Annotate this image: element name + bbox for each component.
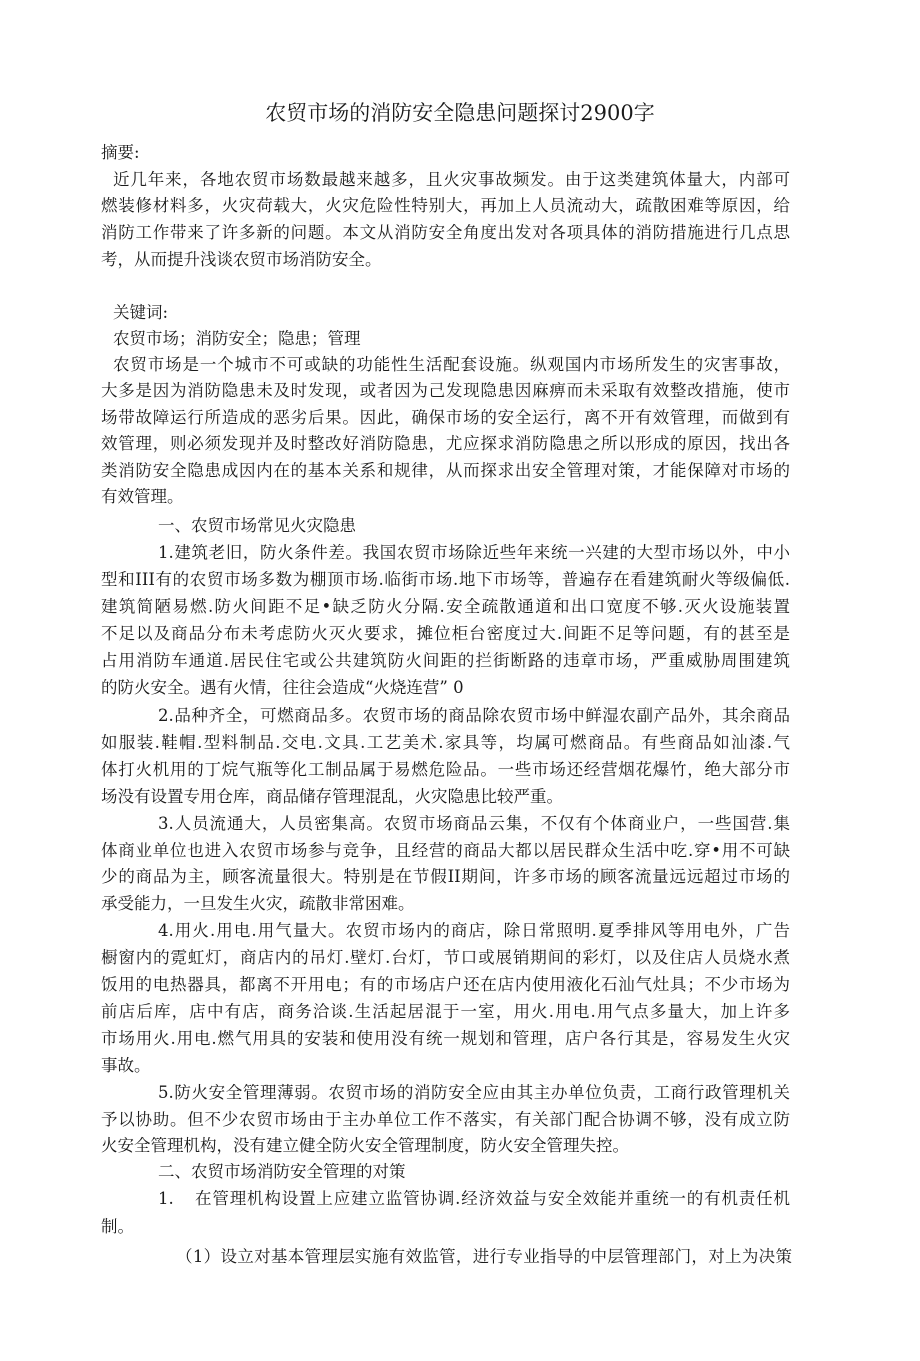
document-title: 农贸市场的消防安全隐患问题探讨2900字 (265, 101, 655, 125)
paragraph-line: 体商业单位也进入农贸市场参与竞争，且经营的商品大都以居民群众生活中吃.穿•用不可缺 (101, 841, 790, 860)
keywords-label: 关键词: (113, 303, 169, 322)
abstract-label: 摘要: (101, 143, 140, 162)
paragraph-line: 有效管理。 (101, 487, 184, 506)
paragraph-line: 少的商品为主，顾客流量很大。特别是在节假II期间，许多市场的顾客流量远远超过市场的 (101, 867, 790, 886)
paragraph-line: 大多是因为消防隐患未及时发现，或者因为己发现隐患因麻痹而未采取有效整改措施，使市 (101, 381, 790, 400)
paragraph-line: 在管理机构设置上应建立监管协调.经济效益与安全效能并重统一的有机责任机 (195, 1189, 790, 1208)
abstract-line: 燃装修材料多，火灾荷载大，火灾危险性特别大，再加上人员流动大，疏散困难等原因，给 (101, 196, 790, 215)
abstract-line: 近几年来，各地农贸市场数最越来越多，且火灾事故频发。由于这类建筑体量大，内部可 (113, 170, 790, 189)
paragraph-line: 农贸市场是一个城市不可或缺的功能性生活配套设施。纵观国内市场所发生的灾害事故， (113, 355, 790, 374)
paragraph-line: 予以协助。但不少农贸市场由于主办单位工作不落实，有关部门配合协调不够，没有成立防 (101, 1110, 790, 1129)
paragraph-line: （1）设立对基本管理层实施有效监管，进行专业指导的中层管理部门，对上为决策 (176, 1247, 792, 1266)
paragraph-line: 市场用火.用电.燃气用具的安装和使用没有统一规划和管理，店户各行其是，容易发生火灾 (101, 1029, 790, 1048)
section-heading: 一、农贸市场常见火灾隐患 (158, 516, 356, 535)
paragraph-line: 1.建筑老旧，防火条件差。我国农贸市场除近些年来统一兴建的大型市场以外，中小 (158, 543, 790, 562)
paragraph-line: 类消防安全隐患成因内在的基本关系和规律，从而探求出安全管理对策，才能保障对市场的 (101, 461, 790, 480)
paragraph-line: 场没有设置专用仓库，商品储存管理混乱，火灾隐患比较严重。 (101, 787, 563, 806)
paragraph-line: 体打火机用的丁烷气瓶等化工制品属于易燃危险品。一些市场还经营烟花爆竹，绝大部分市 (101, 760, 790, 779)
paragraph-line: 建筑简陋易燃.防火间距不足•缺乏防火分隔.安全疏散通道和出口宽度不够.灭火设施装置 (101, 597, 790, 616)
keywords-value: 农贸市场；消防安全；隐患；管理 (113, 329, 361, 348)
paragraph-line: 前店后库，店中有店，商务洽谈.生活起居混于一室，用火.用电.用气点多量大，加上许多 (101, 1002, 790, 1021)
abstract-line: 消防工作带来了许多新的问题。本文从消防安全角度出发对各项具体的消防措施进行几点思 (101, 223, 790, 242)
paragraph-line: 如服装.鞋帽.型料制品.交电.文具.工艺美术.家具等，均属可燃商品。有些商品如汕漆.气 (101, 733, 790, 752)
paragraph-line: 事故。 (101, 1056, 151, 1075)
paragraph-line: 不足以及商品分布未考虑防火灭火要求，摊位柜台密度过大.间距不足等问题，有的甚至是 (101, 624, 790, 643)
paragraph-line: 5.防火安全管理薄弱。农贸市场的消防安全应由其主办单位负责，工商行政管理机关 (158, 1083, 790, 1102)
paragraph-line: 制。 (101, 1217, 134, 1236)
paragraph-line: 火安全管理机构，没有建立健全防火安全管理制度，防火安全管理失控。 (101, 1136, 629, 1155)
paragraph-line: 场带故障运行所造成的恶劣后果。因此，确保市场的安全运行，离不开有效管理，而做到有 (101, 408, 790, 427)
paragraph-line: 型和III有的农贸市场多数为棚顶市场.临街市场.地下市场等，普遍存在看建筑耐火等级偏低. (101, 570, 790, 589)
paragraph-line: 3.人员流通大，人员密集高。农贸市场商品云集，不仅有个体商业户，一些国营.集 (158, 814, 790, 833)
paragraph-line: 饭用的电热器具，都离不开用电；有的市场店户还在店内使用液化石汕气灶具；不少市场为 (101, 975, 790, 994)
section-heading: 二、农贸市场消防安全管理的对策 (158, 1162, 406, 1181)
paragraph-line: 2.品种齐全，可燃商品多。农贸市场的商品除农贸市场中鲜湿农副产品外，其余商品 (158, 706, 790, 725)
paragraph-line: 4.用火.用电.用气量大。农贸市场内的商店，除日常照明.夏季排风等用电外，广告 (158, 921, 790, 940)
item-number: 1. (158, 1189, 174, 1208)
paragraph-line: 的防火安全。遇有火情，往往会造成“火烧连营” 0 (101, 678, 464, 697)
abstract-line: 考，从而提升浅谈农贸市场消防安全。 (101, 250, 382, 269)
paragraph-line: 效管理，则必须发现并及时整改好消防隐患，尤应探求消防隐患之所以形成的原因，找出各 (101, 434, 790, 453)
paragraph-line: 占用消防车通道.居民住宅或公共建筑防火间距的拦街断路的违章市场，严重威胁周围建筑 (101, 651, 790, 670)
paragraph-line: 承受能力，一旦发生火灾，疏散非常困难。 (101, 894, 415, 913)
paragraph-line: 橱窗内的霓虹灯，商店内的吊灯.壁灯.台灯，节口或展销期间的彩灯，以及住店人员烧水煮 (101, 948, 790, 967)
